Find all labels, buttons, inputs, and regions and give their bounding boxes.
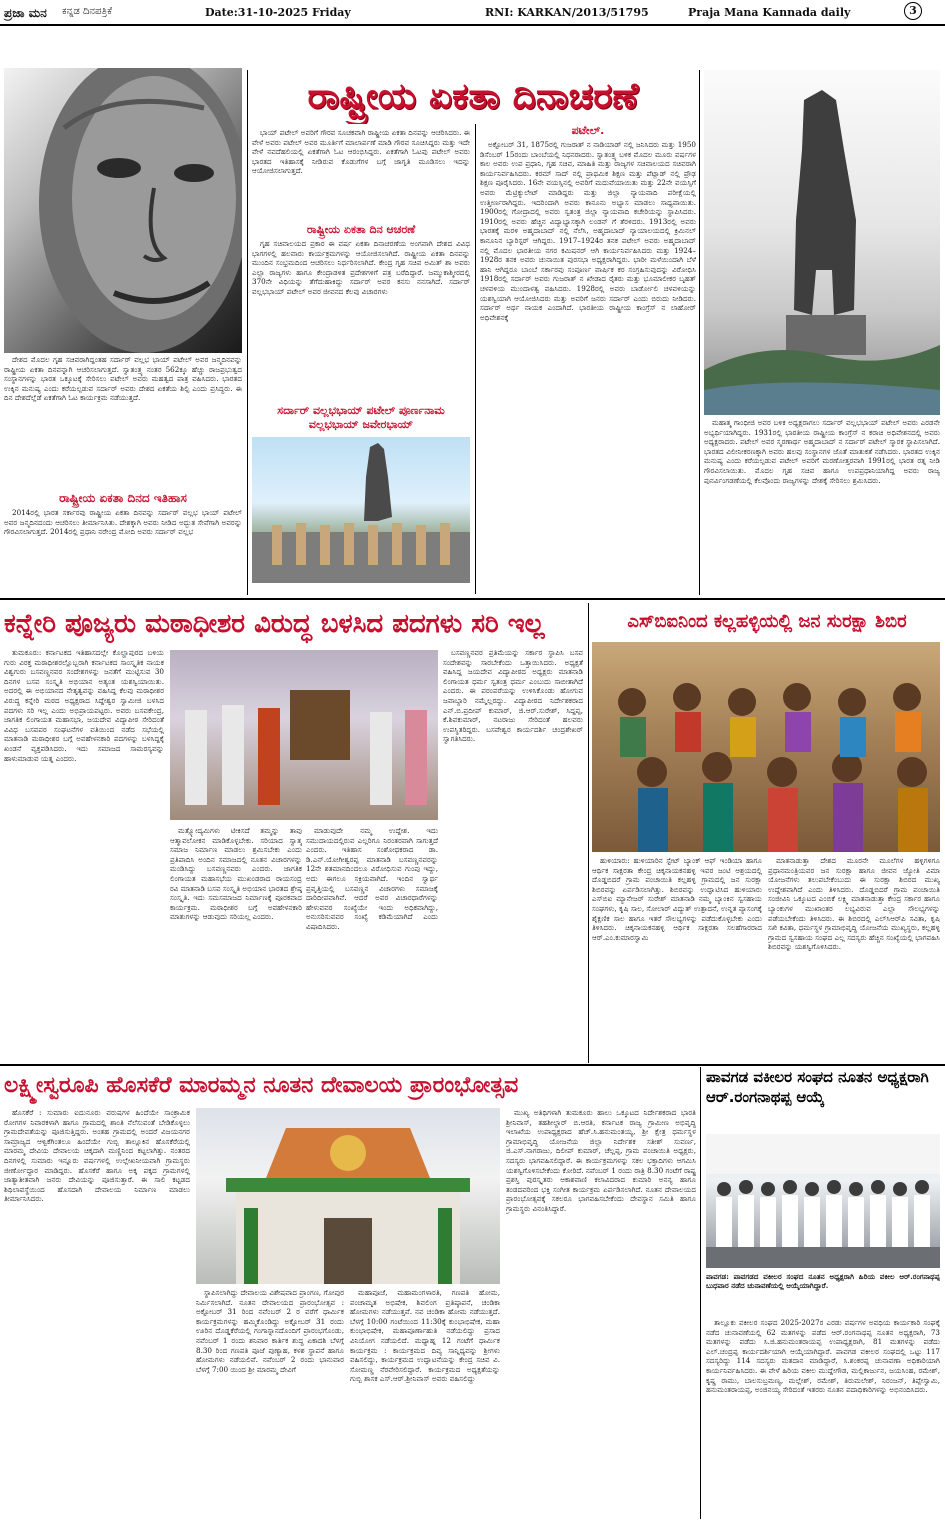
column-rule xyxy=(700,1067,701,1519)
unity-sub-paragraph-1: ಗೃಹ ಸಚಿವಾಲಯದ ಪ್ರಕಾರ ಈ ವರ್ಷ ಏಕತಾ ದಿನಾಚರಣೆಯ ಅಂಗವಾಗಿ ದೇಶದ ವಿವಿಧ ಭಾಗಗಳಲ್ಲಿ ಹಲವಾರು ಕಾರ್ಯಕ್ರಮಗಳನ್ನು ಆಯೋಜಿಸಲಾಗಿದೆ. ರಾಷ್ಟ್ರೀಯ ಏಕತಾ ದಿನವನ್ನು ಮುಂದಿನ ಸಂಭ್ರಮದಿಂದ ಆಚರಿಸಲು ನಿರ್ಧರಿಸಲಾಗಿದೆ. ಕೇಂದ್ರ ಗೃಹ ಸಚಿವ ಅಮಿತ್ ಶಾ ಅವರು ಎಲ್ಲಾ ರಾಜ್ಯಗಳು ಹಾಗೂ ಕೇಂದ್ರಾಡಳಿತ ಪ್ರದೇಶಗಳಿಗೆ ಪತ್ರ ಬರೆದಿದ್ದಾರೆ. ಜಮ್ಮುಕಾಶ್ಮೀರದಲ್ಲಿ 370ನೇ ವಿಧಿಯನ್ನು ತೆಗೆದುಹಾಕಿದ್ದು ಸರ್ದಾರ್ ಅವರ ಕನಸು ನನಸಾಗಿದೆ. ಸರ್ದಾರ್ ವಲ್ಲಭಭಾಯ್ ಪಟೇಲ್ ಅವರ ಜೀವನದ ಕೆಲವು ವಿಚಾರಗಳು xyxy=(252,239,470,296)
sbi-paragraph-1: ಹುಳಿಯಾರು: ಹುಳಿಯಾರಿನ ಸ್ಟೇಟ್ ಬ್ಯಾಂಕ್ ಆಫ್ ಇಂಡಿಯಾ ಹಾಗೂ ಆರ್ಥಿಕ ಸಾಕ್ಷರತಾ ಕೇಂದ್ರ ಚಿಕ್ಕನಾಯಕನಹಳ್ಳಿ ಇವರ ಜಂಟಿ ಆಶ್ರಯದಲ್ಲಿ ದೊಡ್ಡಬಿದರೆ ಗ್ರಾಮ ಪಂಚಾಯಿತಿ ಕಲ್ಲಹಳ್ಳಿ ಗ್ರಾಮದಲ್ಲಿ ಜನ ಸುರಕ್ಷಾ ಶಿಬಿರವನ್ನು ಏರ್ಪಡಿಸಲಾಗಿತ್ತು. ಶಿಬಿರವನ್ನು ಉದ್ಘಾಟಿಸಿದ ಹುಳಿಯಾರು ಎಸ್‌ಬಿಐ ಮ್ಯಾನೇಜರ್ ಸುರೇಶ್ ಮಾತನಾಡಿ ನಮ್ಮ ಬ್ಯಾಂಕಿನ ಸ್ವಸಹಾಯ ಸಂಘಗಳು, ಕೃಷಿ ಸಾಲ, ಸೋಲಾರ್ ವಿದ್ಯುತ್ ಉತ್ಪಾದನೆ, ಉನ್ನತ ವ್ಯಾಸಂಗಕ್ಕೆ ಶೈಕ್ಷಣಿಕ ಸಾಲ ಹಾಗೂ ಇತರೆ ಸೌಲಭ್ಯಗಳನ್ನು ಪಡೆದುಕೊಳ್ಳಬೇಕು ಎಂದು ತಿಳಿಸಿದರು. ಚಿಕ್ಕನಾಯಕನಹಳ್ಳಿ ಆರ್ಥಿಕ ಸಾಕ್ಷರತಾ ಸಲಹೆಗಾರರಾದ ಆರ್.ಎಂ.ಕುಮಾರಸ್ವಾಮಿ xyxy=(592,856,762,942)
kanneri-event-photo xyxy=(170,650,438,820)
masthead-date: Date:31-10-2025 Friday xyxy=(205,6,351,19)
unity-history-text xyxy=(4,508,242,596)
masthead-name: Praja Mana Kannada daily xyxy=(688,6,851,19)
unity-history-heading: ರಾಷ್ಟ್ರೀಯ ಏಕತಾ ದಿನದ ಇತಿಹಾಸ xyxy=(59,491,187,505)
statue-of-unity-photo xyxy=(704,70,940,415)
masthead-logo: ಪ್ರಜಾ ಮನ xyxy=(4,6,47,20)
unity-mid-text xyxy=(252,128,470,222)
kanneri-col-1 xyxy=(4,648,164,1060)
parade-graphic xyxy=(252,437,470,583)
unity-sub-text-1 xyxy=(252,239,470,401)
temple-graphic xyxy=(196,1108,500,1284)
temple-col-2 xyxy=(196,1288,344,1518)
unity-far-right-paragraph: ಮಹಾತ್ಮ ಗಾಂಧೀಜಿ ಅವರ ಬಳಿಕ ಅಧ್ಯಕ್ಷರಾಗಲು ಸರ್ದಾರ್ ವಲ್ಲಭಭಾಯ್ ಪಟೇಲ್ ಅವರು ಎರಡನೇ ಅಭ್ಯರ್ಥಿಯಾಗಿದ್ದರು. 1931ರಲ್ಲಿ ಭಾರತೀಯ ರಾಷ್ಟ್ರೀಯ ಕಾಂಗ್ರೆಸ್ ನ ಕರಾಚಿ ಅಧಿವೇಶನದಲ್ಲಿ ಅವರು ಅಧ್ಯಕ್ಷರಾದರು. ಪಟೇಲ್ ಅವರ ಸ್ಮರಣಾರ್ಥ ಅಹ್ಮದಾಬಾದ್ ನ ಸರ್ದಾರ್ ಪಟೇಲ್ ಸ್ಮಾರಕ ಸ್ಥಾಪಿಸಲಾಗಿದೆ. ಭಾರತದ ವಿಲೀನೀಕರಣಕ್ಕಾಗಿ ಅವರು ಹಲವು ಸಂಸ್ಥಾನಗಳ ಜೊತೆ ಮಾತುಕತೆ ನಡೆಸಿದರು. ಭಾರತದ ಉಕ್ಕಿನ ಮನುಷ್ಯ ಎಂದು ಕರೆಯಲ್ಪಡುವ ಪಟೇಲ್ ಅವರಿಗೆ ಮರಣೋತ್ತರವಾಗಿ 1991ರಲ್ಲಿ ಭಾರತ ರತ್ನ ನೀಡಿ ಗೌರವಿಸಲಾಯಿತು. ಮೊದಲ ಗೃಹ ಸಚಿವ ಹಾಗೂ ಉಪಪ್ರಧಾನಿಯಾಗಿದ್ದ ಅವರು ರಾಜ್ಯ ಪುನರ್ವಿಂಗಡಣೆಯಲ್ಲಿ ಕೆಲವೊಂದು ರಾಜ್ಯಗಳನ್ನು ದೇಶಕ್ಕೆ ಸೇರಿಸಲು ಶ್ರಮಿಸಿದರು. xyxy=(704,418,940,485)
temple-col-1 xyxy=(4,1108,190,1518)
temple-headline: ಲಕ್ಷ್ಮೀಸ್ವರೂಪಿ ಹೊಸಕೆರೆ ಮಾರಮ್ಮನ ನೂತನ ದೇವಾಲಯ ಪ್ರಾರಂಭೋತ್ಸವ xyxy=(4,1073,519,1098)
unity-far-right-text xyxy=(704,418,940,591)
unity-right-text xyxy=(480,140,696,590)
page-number-circle-icon: 3 xyxy=(904,2,922,20)
kanneri-paragraph-2: ಮತ್ಸ್ಯೋದ್ಯಮಿಗಳು ಟೀಕಿಸದೆ ತಮ್ಮನ್ನು ತಾವು ಆತ್ಮಾವಲೋಕನ ಮಾಡಿಕೊಳ್ಳಬೇಕು. ಸರಿಯಾದ ಸ್ವಾತ್ಮ ಸಮಾಜ ನಿರ್ಮಾಣ ಮಾಡಲು ಶ್ರಮಿಸಬೇಕು ಎಂದು ಪ್ರತಿಪಾದಿಸಿ ಅಂದಿನ ಸಮಾಜದಲ್ಲಿ ನೂತನ ವಿಚಾರಗಳನ್ನು ಮಂಡಿಸಿದ್ದು ಬಸವಣ್ಣನವರು ಎಂದರು. ಜಾಗತಿಕ ಲಿಂಗಾಯತ ಮಹಾಸಭೆಯ ಮುಖಂಡರಾದ ರಾಯಸಂದ್ರ ರವಿ ಮಾತನಾಡಿ ಬಸವ ಸಂಸ್ಕೃತಿ ಅಭಿಯಾನ ಭಾರತದ ಶ್ರೇಷ್ಠ ಸಂಸ್ಕೃತಿ. ಇದು ಸಮಸಮಾಜದ ನಿರ್ಮಾಣಕ್ಕೆ ಪೂರಕವಾದ ಕಾರ್ಯಕ್ರಮ. ಮಠಾಧೀಶರ ಬಗ್ಗೆ ಅವಹೇಳನಕಾರಿ ಮಾತುಗಳನ್ನು ಆಡುವುದು ಸರಿಯಲ್ಲ ಎಂದರು. xyxy=(170,826,302,922)
masthead xyxy=(0,0,945,26)
pavagada-caption: ಪಾವಗಡ: ಪಾವಗಡದ ವಕೀಲರ ಸಂಘದ ನೂತನ ಅಧ್ಯಕ್ಷರಾಗಿ ಹಿರಿಯ ವಕೀಲ ಆರ್.ರಂಗನಾಥಪ್ಪ ಬುಧವಾರ ನಡೆದ ಚುನಾವಣೆಯಲ್ಲಿ ಆಯ್ಕೆಯಾಗಿದ್ದಾರೆ. xyxy=(706,1272,940,1291)
kanneri-col-3 xyxy=(306,826,438,1060)
column-rule xyxy=(475,124,476,594)
pavagada-group-photo xyxy=(706,1134,940,1268)
temple-paragraph-2: ಸ್ಥಾಪಿಸಲಾಗಿದ್ದು ದೇವಾಲಯ ವಿಶೇಷವಾದ ಪ್ರಾಂಗಣ, ಗೋಪುರ ನಿರ್ಮಿಸಲಾಗಿದೆ. ನೂತನ ದೇವಾಲಯದ ಪ್ರಾರಂಭೋತ್ಸವ : ಅಕ್ಟೋಬರ್ 31 ರಿಂದ ನವೆಂಬರ್ 2 ರ ವರೆಗೆ ಧಾರ್ಮಿಕ ಕಾರ್ಯಕ್ರಮಗಳನ್ನು ಹಮ್ಮಿಕೊಂಡಿದ್ದು ಅಕ್ಟೋಬರ್ 31 ರಂದು ಊರಿನ ದೊಡ್ಡಕೆರೆಯಲ್ಲಿ ಗಂಗಾಸ್ನಾನದೊಂದಿಗೆ ಪ್ರಾರಂಭಗೊಂಡು, ನವೆಂಬರ್ 1 ರಂದು ಶನಿವಾರ ಕಾರ್ತಿಕ ಶುದ್ಧ ಏಕಾದಶಿ ಬೆಳಗ್ಗೆ 8.30 ರಿಂದ ಗಣಪತಿ ಪೂಜೆ ಪುಣ್ಯಾಹ, ಕಳಶ ಸ್ಥಾಪನೆ ಹಾಗೂ ಹೋಮಗಳು ನಡೆಯಲಿವೆ. ನವೆಂಬರ್ 2 ರಂದು ಭಾನುವಾರ ಬೆಳಗ್ಗೆ 7:00 ಯಿಂದ ಶ್ರೀ ಮಾರಮ್ಮ ದೇವಿಗೆ xyxy=(196,1288,344,1374)
kanneri-col-4 xyxy=(443,648,583,1060)
sbi-paragraph-2: ಮಾತನಾಡುತ್ತಾ ದೇಶದ ಮೂರನೇ ಮೂಲೆಗಳ ಹಳ್ಳಿಗಳಿಗೂ ಪ್ರಧಾನಮಂತ್ರಿಯವರ ಜನ ಸುರಕ್ಷಾ ಹಾಗೂ ಜೀವನ ಜ್ಯೋತಿ ವಿಮಾ ಯೋಜನೆಗಳು ತಲುಪಬೇಕೆಂಬುದು ಈ ಸುರಕ್ಷಾ ಶಿಬಿರದ ಮುಖ್ಯ ಉದ್ದೇಶವಾಗಿದೆ ಎಂದು ತಿಳಿಸಿದರು. ದೊಡ್ಡಬಿದರೆ ಗ್ರಾಮ ಪಂಚಾಯಿತಿ ಸಂಜೀವಿನಿ ಒಕ್ಕೂಟದ ಎಂಬಿಕೆ ಲಕ್ಷ್ಮಿ ಮಾತನಾಡುತ್ತಾ ಕೇಂದ್ರ ಸರ್ಕಾರ ಹಾಗೂ ಬ್ಯಾಂಕುಗಳ ಮುಖಾಂತರ ಲಭ್ಯವಿರುವ ಎಲ್ಲಾ ಸೌಲಭ್ಯಗಳನ್ನು ಪಡೆಯಬೇಕೆಂದು ತಿಳಿಸಿದರು. ಈ ಶಿಬಿರದಲ್ಲಿ ಎಲ್‌ಸಿಆರ್‌ಪಿ ಸವಿತಾ, ಕೃಷಿ ಸಖಿ ಕವಿತಾ, ಧರ್ಮಸ್ಥಳ ಗ್ರಾಮಾಭಿವೃದ್ಧಿ ಯೋಜನೆಯ ಮುಖ್ಯಸ್ಥರು, ಕಲ್ಲಹಳ್ಳಿ ಗ್ರಾಮದ ಸ್ವಸಹಾಯ ಸಂಘದ ಎಲ್ಲ ಸದಸ್ಯರು ಹೆಚ್ಚಿನ ಸಂಖ್ಯೆಯಲ್ಲಿ ಭಾಗವಹಿಸಿ ಶಿಬಿರವನ್ನು ಯಶಸ್ವಿಗೊಳಿಸಿದರು. xyxy=(768,856,940,952)
unity-subheading-2: ಸರ್ದಾರ್ ವಲ್ಲಭಭಾಯ್ ಪಟೇಲ್ ಪೂರ್ಣನಾಮ ವಲ್ಲಭಭಾಯ್ ಜವೇರಭಾಯ್ xyxy=(277,404,445,431)
temple-paragraph-3: ಮಹಾಪೂಜೆ, ಮಹಾಮಂಗಳಾರತಿ, ಗಣಪತಿ ಹೋಮ, ಪಂಚಾಮೃತ ಅಭಿಷೇಕ, ಶಿವಲಿಂಗ ಪ್ರತಿಷ್ಠಾಪನೆ, ಚಂಡಿಕಾ ಹೋಮಗಳು ನಡೆಯುತ್ತವೆ. ನವ ಚಂಡಿಕಾ ಹೋಮ ನಡೆಯುತ್ತದೆ. ಬೆಳಗ್ಗೆ 10:00 ಗಂಟೆಯಿಂದ 11:30ಕ್ಕೆ ಕುಂಭಾಭಿಷೇಕ, ಮಹಾ ಕುಂಭಾಭಿಷೇಕ, ಮಹಾಪೂರ್ಣಾಹುತಿ ನಡೆಯಲಿದ್ದು ಪ್ರಸಾದ ವಿನಿಯೋಗ ನಡೆಯಲಿದೆ. ಮಧ್ಯಾಹ್ನ 12 ಗಂಟೆಗೆ ಧಾರ್ಮಿಕ ಕಾರ್ಯಕ್ರಮ : ಕಾರ್ಯಕ್ರಮದ ದಿವ್ಯ ಸಾನ್ನಿಧ್ಯವನ್ನು ಶ್ರೀಗಳು ವಹಿಸಲಿದ್ದು, ಕಾರ್ಯಕ್ರಮದ ಉದ್ಘಾಟನೆಯನ್ನು ಕೇಂದ್ರ ಸಚಿವ ವಿ. ಸೋಮಣ್ಣ ನೆರವೇರಿಸಲಿದ್ದಾರೆ. ಕಾರ್ಯಕ್ರಮದ ಅಧ್ಯಕ್ಷತೆಯನ್ನು ಗುಬ್ಬಿ ಶಾಸಕ ಎಸ್.ಆರ್.ಶ್ರೀನಿವಾಸ್ ಅವರು ವಹಿಸಲಿದ್ದು xyxy=(350,1288,500,1384)
column-rule xyxy=(247,70,248,595)
unity-right-heading: ಪಟೇಲ್. xyxy=(571,124,605,137)
statue-graphic xyxy=(704,70,940,415)
pavagada-headline: ಪಾವಗಡ ವಕೀಲರ ಸಂಘದ ನೂತನ ಅಧ್ಯಕ್ಷರಾಗಿ ಆರ್.ರಂಗನಾಥಪ್ಪ ಆಯ್ಕೆ xyxy=(706,1068,929,1106)
column-rule xyxy=(699,70,700,595)
pavagada-group-graphic xyxy=(706,1134,940,1268)
unity-headline: ರಾಷ್ಟ್ರೀಯ ಏಕತಾ ದಿನಾಚರಣೆ xyxy=(307,76,639,117)
unity-left-text xyxy=(4,355,242,488)
sbi-col-1 xyxy=(592,856,762,1061)
kanneri-paragraph-4: ಬಸವಣ್ಣನವರ ಪ್ರತಿಮೆಯನ್ನು ಸರ್ಕಾರ ಸ್ಥಾಪಿಸಿ ಬಸವ ಸಂದೇಶವನ್ನು ಸಾರಬೇಕೆಂದು ಒತ್ತಾಯಿಸಿದರು. ಅಧ್ಯಕ್ಷತೆ ವಹಿಸಿದ್ದ ಜಯದೇವ ವಿದ್ಯಾಪೀಠದ ಅಧ್ಯಕ್ಷರು ಮಾತನಾಡಿ ಲಿಂಗಾಯತ ಧರ್ಮ ಸ್ವತಂತ್ರ ಧರ್ಮ ಎಂಬುದು ಸಾಬೀತಾಗಿದೆ ಎಂದರು. ಈ ಪರಂಪರೆಯನ್ನು ಉಳಿಸಿಕೊಂಡು ಹೋಗುವ ಜವಾಬ್ದಾರಿ ನಮ್ಮೆಲ್ಲರದ್ದು. ವಿದ್ಯಾಪೀಠದ ನಿರ್ದೇಶಕರಾದ ಎನ್.ಬಿ.ಪ್ರದೀಪ್ ಕುಮಾರ್, ಜಿ.ಆರ್.ಸುರೇಶ್, ಸಿದ್ದಪ್ಪ, ಕೆ.ಶಿವಕುಮಾರ್, ನಟರಾಜು ಸೇರಿದಂತೆ ಹಲವರು ಉಪಸ್ಥಿತರಿದ್ದರು. ಬಸವೇಶ್ವರ ಕಾರ್ಯದರ್ಶಿ ಚಂದ್ರಶೇಖರ್ ಸ್ವಾಗತಿಸಿದರು. xyxy=(443,648,583,744)
section-divider xyxy=(0,598,945,600)
patel-portrait-photo xyxy=(4,68,242,353)
temple-paragraph-4: ಮುಖ್ಯ ಅತಿಥಿಗಳಾಗಿ ತುಮಕೂರು ಹಾಲು ಒಕ್ಕೂಟದ ನಿರ್ದೇಶಕರಾದ ಭಾರತಿ ಶ್ರೀನಿವಾಸ್, ತಹಶೀಲ್ದಾರ್ ಬಿ.ಆರತಿ, ಕರ್ನಾಟಕ ರಾಜ್ಯ ಗ್ರಾಮೀಣ ಅಭಿವೃದ್ಧಿ ಇಲಾಖೆಯ ಉಪಾಧ್ಯಕ್ಷರಾದ ಹೆಚ್.ಸಿ.ಹನುಮಂತಯ್ಯ, ಶ್ರೀ ಕ್ಷೇತ್ರ ಧರ್ಮಸ್ಥಳ ಗ್ರಾಮಾಭಿವೃದ್ಧಿ ಯೋಜನೆಯ ಜಿಲ್ಲಾ ನಿರ್ದೇಶಕ ಸತೀಶ್ ಸುವರ್ಣ, ಜಿ.ಎಸ್.ನಾಗರಾಜು, ದಿಲೀಪ್ ಕುಮಾರ್, ಚೆಲ್ಲಪ್ಪ, ಗ್ರಾಮ ಪಂಚಾಯಿತಿ ಅಧ್ಯಕ್ಷರು, ಸದಸ್ಯರು ಭಾಗವಹಿಸಲಿದ್ದಾರೆ. ಈ ಕಾರ್ಯಕ್ರಮಗಳನ್ನು ಸಕಲ ಭಕ್ತಾದಿಗಳು ಆಗಮಿಸಿ ಯಶಸ್ವಿಗೊಳಿಸಬೇಕೆಂದು ಕೋರಿದೆ. ನವೆಂಬರ್ 1 ರಂದು ರಾತ್ರಿ 8.30 ಗಂಟೆಗೆ ರಾಷ್ಟ್ರ ಪ್ರಶಸ್ತಿ ಪುರಸ್ಕೃತರು ಆಕಾಶವಾಣಿ ಕಲಾವಿದರಾದ ಕುಮಾರಿ ಅನನ್ಯ ಹಾಗೂ ತಂಡದವರಿಂದ ಭಕ್ತಿ ಸಂಗೀತ ಕಾರ್ಯಕ್ರಮ ಏರ್ಪಡಿಸಲಾಗಿದೆ. ನೂತನ ದೇವಾಲಯದ ಪ್ರಾರಂಭೋತ್ಸವಕ್ಕೆ ಸಕಲರೂ ಭಾಗವಹಿಸಬೇಕೆಂದು ದೇವಸ್ಥಾನ ಸಮಿತಿ ಹಾಗೂ ಗ್ರಾಮಸ್ಥರು ವಿನಂತಿಸಿದ್ದಾರೆ. xyxy=(506,1108,696,1213)
kanneri-paragraph-1: ತುಮಕೂರು: ಕರ್ನಾಟಕದ ಇತಿಹಾಸದಲ್ಲೇ ಕೊಲ್ಹಾಪುರದ ಬಳಿಯ ಗುರು ವಿರಕ್ತ ಮಠಾಧೀಶರಲ್ಲೊಬ್ಬರಾಗಿ ಕರ್ನಾಟಕದ ಸಾಂಸ್ಕೃತಿಕ ನಾಯಕ ವಿಶ್ವಗುರು ಬಸವಣ್ಣನವರ ಸಂದೇಶಗಳನ್ನು ಜನತೆಗೆ ಮುಟ್ಟಿಸುವ 30 ದಿನಗಳ ಬಸವ ಸಂಸ್ಕೃತಿ ಅಭಿಯಾನ ಅತ್ಯಂತ ಯಶಸ್ವಿಯಾಯಿತು. ಅದರಲ್ಲಿ ಈ ಅಭಿಯಾನದ ನೇತೃತ್ವವನ್ನು ವಹಿಸಿದ್ದ ಕೆಲವು ಮಠಾಧೀಶರ ವಿರುದ್ಧ ಕನ್ನೇರಿ ಮಠದ ಅಧ್ಯಕ್ಷರಾದ ಸಿದ್ದೇಶ್ವರ ಸ್ವಾಮೀಜಿ ಬಳಸಿದ ಪದಗಳು ಸರಿ ಇಲ್ಲ ಎಂದು ಅಭಿಪ್ರಾಯಪಟ್ಟರು. ಅವರು ಬಸವಕೇಂದ್ರ, ಜಾಗತಿಕ ಲಿಂಗಾಯತ ಮಹಾಸಭಾ, ಜಯದೇವ ವಿದ್ಯಾಪೀಠ ಸೇರಿದಂತೆ ವಿವಿಧ ಬಸವಪರ ಸಂಘಟನೆಗಳ ವತಿಯಿಂದ ನಡೆದ ಸಭೆಯಲ್ಲಿ ಮಾತನಾಡಿ ಮಠಾಧೀಶರ ಬಗ್ಗೆ ಅವಹೇಳನಕಾರಿ ಪದಗಳನ್ನು ಬಳಸಿದ್ದಕ್ಕೆ ಖಂಡನೆ ವ್ಯಕ್ತಪಡಿಸಿದರು. ಇದು ಸಮಾಜದ ಸಾಮರಸ್ಯವನ್ನು ಹಾಳುಮಾಡುವ ಯತ್ನ ಎಂದರು. xyxy=(4,648,164,763)
temple-col-4 xyxy=(506,1108,696,1518)
unity-right-paragraph: ಅಕ್ಟೋಬರ್ 31, 1875ರಲ್ಲಿ ಗುಜರಾತ್ ನ ನಾಡಿಯಾಡ್ ನಲ್ಲಿ ಜನಿಸಿದರು ಮತ್ತು 1950 ಡಿಸೆಂಬರ್ 15ರಂದು ಬಾಂಬೆಯಲ್ಲಿ ನಿಧನರಾದರು. ಸ್ವಾತಂತ್ರ್ಯ ಬಳಿಕ ಮೊದಲ ಮೂರು ವರ್ಷಗಳ ಕಾಲ ಅವರು ಉಪ ಪ್ರಧಾನಿ, ಗೃಹ ಸಚಿವ, ಮಾಹಿತಿ ಮತ್ತು ರಾಜ್ಯಗಳ ಸಚಿವಾಲಯದ ಸಚಿವರಾಗಿ ಕಾರ್ಯನಿರ್ವಹಿಸಿದರು. ಕರಮ್ ಸಾದ್ ನಲ್ಲಿ ಪ್ರಾಥಮಿಕ ಶಿಕ್ಷಣ ಮತ್ತು ಪೆಟ್ಲಾಡ್ ನಲ್ಲಿ ಪ್ರೌಢ ಶಿಕ್ಷಣ ಪೂರೈಸಿದರು. 16ನೇ ವಯಸ್ಸಿನಲ್ಲಿ ಅವರಿಗೆ ಮದುವೆಯಾಯಿತು ಮತ್ತು 22ನೇ ವಯಸ್ಸಿಗೆ ಅವರು ಮೆಟ್ರಿಕ್ಯುಲೇಟ್ ಮಾಡಿದ್ದರು ಮತ್ತು ಜಿಲ್ಲಾ ನ್ಯಾಯವಾದಿ ಪರೀಕ್ಷೆಯಲ್ಲಿ ಉತ್ತೀರ್ಣರಾಗಿದ್ದರು. ಇದರಿಂದಾಗಿ ಅವರು ಕಾನೂನು ಅಭ್ಯಾಸ ಮಾಡಲು ಸಾಧ್ಯವಾಯಿತು. 1900ರಲ್ಲಿ ಗೋದ್ರಾದಲ್ಲಿ ಅವರು ಸ್ವತಂತ್ರ ಜಿಲ್ಲಾ ನ್ಯಾಯವಾದಿ ಕಚೇರಿಯನ್ನು ಸ್ಥಾಪಿಸಿದರು. 1910ರಲ್ಲಿ ಅವರು ಹೆಚ್ಚಿನ ವಿದ್ಯಾಭ್ಯಾಸಕ್ಕಾಗಿ ಲಂಡನ್ ಗೆ ತೆರಳಿದರು. 1913ರಲ್ಲಿ ಅವರು ಭಾರತಕ್ಕೆ ಮರಳಿ ಅಹ್ಮದಾಬಾದ್ ನಲ್ಲಿ ನೆಲೆಸಿ, ಅಹ್ಮದಾಬಾದ್ ನ್ಯಾಯಾಲಯದಲ್ಲಿ ಕ್ರಿಮಿನಲ್ ಕಾನೂನಿನ ಬ್ಯಾರಿಸ್ಟರ್ ಆಗಿದ್ದರು. 1917–1924ರ ತನಕ ಪಟೇಲ್ ಅವರು ಅಹ್ಮದಾಬಾದ್ ನಲ್ಲಿ ಮೊದಲ ಭಾರತೀಯ ನಗರ ಕಮಿಷನರ್ ಆಗಿ ಕಾರ್ಯನಿರ್ವಹಿಸಿದರು ಮತ್ತು 1924–1928ರ ತನಕ ಅವರು ಚುನಾಯಿತ ಪುರಸಭಾ ಅಧ್ಯಕ್ಷರಾಗಿದ್ದರು. ಭಾರೀ ಮಳೆಯಿಂದಾಗಿ ಬೆಳೆ ಹಾನಿ ಆಗಿದ್ದರೂ ಬಾಂಬೆ ಸರ್ಕಾರವು ಸಂಪೂರ್ಣ ವಾರ್ಷಿಕ ಕರ ಸಂಗ್ರಹಿಸುವುದನ್ನು ವಿರೋಧಿಸಿ 1918ರಲ್ಲಿ ಸರ್ದಾರ್ ಅವರು ಗುಜರಾತ್ ನ ಖೇಡಾದ ರೈತರು ಮತ್ತು ಭೂಮಾಲೀಕರ ಬೃಹತ್ ಚಳವಳಿಯ ಮುಂದಾಳತ್ವ ವಹಿಸಿದರು. 1928ರಲ್ಲಿ ಅವರು ಬಾರ್ಡೋಲಿ ಚಳವಳಿಯನ್ನು ಯಶಸ್ವಿಯಾಗಿ ಆಯೋಜಿಸಿದರು ಮತ್ತು ಅವರಿಗೆ ಜನರು ಸರ್ದಾರ್ ಎಂದು ಬಿರುದು ನೀಡಿದರು. ಸರ್ದಾರ್ ಅರ್ಥ ನಾಯಕ ಎಂದಾಗಿದೆ. ಭಾರತೀಯ ರಾಷ್ಟ್ರೀಯ ಕಾಂಗ್ರೆಸ್ ನ ಲಾಹೋರ್ ಅಧಿವೇಶನಕ್ಕೆ xyxy=(480,140,696,322)
kanneri-headline: ಕನ್ನೇರಿ ಪೂಜ್ಯರು ಮಠಾಧೀಶರ ವಿರುದ್ಧ ಬಳಸಿದ ಪದಗಳು ಸರಿ ಇಲ್ಲ xyxy=(4,609,545,639)
section-divider xyxy=(0,1064,945,1066)
kanneri-event-graphic xyxy=(170,650,438,820)
temple-paragraph-1: ಹೊಸಕೆರೆ : ಸುಮಾರು ಐದುನೂರು ವರುಷಗಳ ಹಿಂದೆಯೇ ಸಾಂಕ್ರಾಮಿಕ ರೋಗಗಳ ನಿವಾರಕಳಾಗಿ ಹಾಗೂ ಗ್ರಾಮದಲ್ಲಿ ಶಾಂತಿ ನೆಲೆಸುವಂತೆ ಬೇಡಿಕೊಳ್ಳಲು ಗ್ರಾಮದೇವತೆಯನ್ನು ಪೂಜಿಸುತ್ತಿದ್ದರು. ಅಂತಹ ಗ್ರಾಮದಲ್ಲಿ ಅಂದರೆ ವಿಜಯನಗರ ಸಾಮ್ರಾಜ್ಯದ ಆಳ್ವಿಕೆಗಿಂತಲೂ ಹಿಂದೆಯೇ ಗುಬ್ಬಿ ತಾಲ್ಲೂಕಿನ ಹೊಸಕೆರೆಯಲ್ಲಿ ಮಾರಮ್ಮ ದೇವಿಯ ದೇವಾಲಯ ಚಿಕ್ಕದಾಗಿ ಮಣ್ಣಿನಿಂದ ಕಟ್ಟಲಾಗಿತ್ತು. ನಂತರದ ದಿನಗಳಲ್ಲಿ ಸುಮಾರು ಇನ್ನೂರು ವರ್ಷಗಳಲ್ಲಿ ಉಲ್ಲೇಖನೀಯವಾಗಿ ಗ್ರಾಮಸ್ಥರು ಜೀರ್ಣೋದ್ಧಾರ ಮಾಡಿದ್ದರು. ಹೊಸಕೆರೆ ಹಾಗೂ ಅಕ್ಕ ಪಕ್ಕದ ಗ್ರಾಮಗಳಲ್ಲಿ ಜಾತ್ಯಾತೀತವಾಗಿ ಜನರು ದೇವಿಯನ್ನು ಪೂಜಿಸುತ್ತಾರೆ. ಈ ಸಾಲಿ ಕಟ್ಟಡದ ಶಿಥಿಲಾವಸ್ಥೆಯಿಂದ ಹೊಸದಾಗಿ ದೇವಾಲಯ ನಿರ್ಮಾಣ ಮಾಡಲು ತೀರ್ಮಾನಿಸಿದರು. xyxy=(4,1108,190,1204)
patel-portrait-graphic xyxy=(4,68,242,353)
sbi-camp-graphic xyxy=(592,642,940,852)
unity-subheading-1: ರಾಷ್ಟ್ರೀಯ ಏಕತಾ ದಿನ ಆಚರಣೆ xyxy=(306,223,416,236)
masthead-rni: RNI: KARKAN/2013/51795 xyxy=(485,6,649,19)
kanneri-paragraph-3: ಮಾಡುವುದೇ ನಮ್ಮ ಉದ್ದೇಶ. ಇದು ಸಮುದಾಯದಲ್ಲಿರುವ ಎಲ್ಲರಿಗೂ ನಿರಂತರವಾಗಿ ಸಾಗುತ್ತದೆ ಎಂದರು. ಇತಿಹಾಸ ಸಂಶೋಧಕರಾದ ಡಾ. ಡಿ.ಎನ್.ಯೋಗೀಶ್ವರಪ್ಪ ಮಾತನಾಡಿ ಬಸವಣ್ಣನವರನ್ನು 12ನೇ ಶತಮಾನದಿಂದಲೂ ವಿರೋಧಿಸುವ ಗುಂಪು ಇದ್ದು, ಅದು ಈಗಲೂ ಸಕ್ರಿಯವಾಗಿದೆ. ಇಂದಿನ ಸ್ವಾರ್ಥ ಪ್ರವೃತ್ತಿಯಲ್ಲಿ ಬಸವಣ್ಣನ ವಿಚಾರಗಳು ಸಮಾಜಕ್ಕೆ ದಾರಿದೀಪವಾಗಿವೆ. ಆದರೆ ಅವರ ವಿಚಾರಧಾರೆಗಳನ್ನು ಹೇಳುವವರ ಸಂಖ್ಯೆಯೇ ಇಂದು ಅಧಿಕವಾಗಿದ್ದು, ಅನುಸರಿಸುವವರ ಸಂಖ್ಯೆ ಕಡಿಮೆಯಾಗಿದೆ ಎಂದು ವಿಷಾದಿಸಿದರು. xyxy=(306,826,438,931)
pavagada-text xyxy=(706,1318,940,1518)
sbi-headline: ಎಸ್‌ಬಿಐನಿಂದ ಕಲ್ಲಹಳ್ಳಿಯಲ್ಲಿ ಜನ ಸುರಕ್ಷಾ ಶಿಬಿರ xyxy=(627,611,907,632)
temple-col-3 xyxy=(350,1288,500,1518)
masthead-subtitle: ಕನ್ನಡ ದಿನಪತ್ರಿಕೆ xyxy=(62,6,113,17)
column-rule xyxy=(588,603,589,1063)
pavagada-paragraph: ತಾಲ್ಲೂಕು ವಕೀಲರ ಸಂಘದ 2025-2027ರ ಎರಡು ವರ್ಷಗಳ ಅವಧಿಯ ಕಾರ್ಯಕಾರಿ ಸಂಘಕ್ಕೆ ನಡೆದ ಚುನಾವಣೆಯಲ್ಲಿ 62 ಮತಗಳನ್ನು ಪಡೆದ ಆರ್.ರಂಗನಾಥಪ್ಪ ನೂತನ ಅಧ್ಯಕ್ಷರಾಗಿ, 73 ಮತಗಳನ್ನು ಪಡೆದು ಸಿ.ಜಿ.ಹನುಮಂತರಾಯಪ್ಪ ಉಪಾಧ್ಯಕ್ಷರಾಗಿ, 81 ಮತಗಳನ್ನು ಪಡೆದು ಎಲ್.ಚಂದ್ರಪ್ಪ ಕಾರ್ಯದರ್ಶಿಯಾಗಿ ಆಯ್ಕೆಯಾಗಿದ್ದಾರೆ. ಪಾವಗಡ ವಕೀಲರ ಸಂಘದಲ್ಲಿ ಒಟ್ಟು 117 ಸದಸ್ಯರಿದ್ದು 114 ಸದಸ್ಯರು ಮತದಾನ ಮಾಡಿದ್ದಾರೆ, ಸಿ.ಶಂಕರಪ್ಪ ಚುನಾವಣಾ ಅಧಿಕಾರಿಯಾಗಿ ಕಾರ್ಯನಿರ್ವಹಿಸಿದರು. ಈ ವೇಳೆ ಹಿರಿಯ ವಕೀಲ ಮುದ್ದೇಗೌಡ, ಮಲ್ಲಿಕಾರ್ಜುನ, ಜಯಸಿಂಹ, ರಮೇಶ್, ಕೃಷ್ಣ ರಾಮು, ಬಾಲಸುಬ್ರಮಣ್ಯ, ಮಲ್ಲೇಶ್, ರಮೇಶ್, ತಿರುಮಲೇಶ್, ನಿರಂಜನ್, ತಿಪ್ಪೇಸ್ವಾಮಿ, ಹನುಮಂತರಾಯಪ್ಪ, ಅಂಜಿನಯ್ಯ ಸೇರಿದಂತೆ ಇತರರು ನೂತನ ಪದಾಧಿಕಾರಿಗಳನ್ನು ಅಭಿನಂದಿಸಿದರು. xyxy=(706,1318,940,1395)
unity-history-paragraph: 2014ರಲ್ಲಿ ಭಾರತ ಸರ್ಕಾರವು ರಾಷ್ಟ್ರೀಯ ಏಕತಾ ದಿನವನ್ನು ಸರ್ದಾರ್ ವಲ್ಲಭ ಭಾಯ್ ಪಟೇಲ್ ಅವರ ಜನ್ಮದಿನದಂದು ಆಚರಿಸಲು ತೀರ್ಮಾನಿಸಿತು. ದೇಶಕ್ಕಾಗಿ ಅವರು ನೀಡಿದ ಅದ್ಭುತ ಸೇವೆಗಾಗಿ ಅವರನ್ನು ಗೌರವಿಸಲಾಗುತ್ತದೆ. 2014ರಲ್ಲಿ ಪ್ರಧಾನಿ ನರೇಂದ್ರ ಮೋದಿ ಅವರು ಸರ್ದಾರ್ ವಲ್ಲಭ xyxy=(4,508,242,537)
unity-parade-photo xyxy=(252,437,470,583)
sbi-col-2 xyxy=(768,856,940,1061)
kanneri-col-2 xyxy=(170,826,302,1060)
sbi-camp-photo xyxy=(592,642,940,852)
unity-left-paragraph: ದೇಶದ ಮೊದಲ ಗೃಹ ಸಚಿವರಾಗಿದ್ದಂತಹ ಸರ್ದಾರ್ ವಲ್ಲಭ ಭಾಯ್ ಪಟೇಲ್ ಅವರ ಜನ್ಮದಿನವನ್ನು ರಾಷ್ಟ್ರೀಯ ಏಕತಾ ದಿನವನ್ನಾಗಿ ಆಚರಿಸಲಾಗುತ್ತದೆ. ಸ್ವಾತಂತ್ರ್ಯ ನಂತರ 562ಕ್ಕೂ ಹೆಚ್ಚು ರಾಜಪ್ರಭುತ್ವದ ಸಂಸ್ಥಾನಗಳನ್ನು ಭಾರತ ಒಕ್ಕೂಟಕ್ಕೆ ಸೇರಿಸಲು ಪಟೇಲ್ ಅವರು ಮಹತ್ವದ ಪಾತ್ರ ವಹಿಸಿದರು. ಭಾರತದ ಉಕ್ಕಿನ ಮನುಷ್ಯ ಎಂದು ಕರೆಯಲ್ಪಡುವ ಸರ್ದಾರ್ ಅವರು ದೇಶದ ಏಕತೆಯ ಶಿಲ್ಪಿ ಎಂದು ಪ್ರಸಿದ್ಧರು. ಈ ದಿನ ದೇಶದೆಲ್ಲೆಡೆ ಏಕತೆಗಾಗಿ ಓಟ ಕಾರ್ಯಕ್ರಮ ನಡೆಯುತ್ತದೆ. xyxy=(4,355,242,403)
temple-photo xyxy=(196,1108,500,1284)
unity-mid-paragraph: ಭಾಯ್ ಪಟೇಲ್ ಅವರಿಗೆ ಗೌರವ ಸೂಚಕವಾಗಿ ರಾಷ್ಟ್ರೀಯ ಏಕತಾ ದಿನವನ್ನು ಆಚರಿಸಿದರು. ಈ ವೇಳೆ ಅವರು ಪಟೇಲ್ ಅವರ ಮೂರ್ತಿಗೆ ಮಾಲಾರ್ಪಣೆ ಮಾಡಿ ಗೌರವ ಸೂಚಿಸಿದ್ದರು ಮತ್ತು ಇದೇ ವೇಳೆ ನವದೆಹಲಿಯಲ್ಲಿ ಏಕತೆಗಾಗಿ ಓಟ ಆರಂಭಿಸಿದ್ದರು. ಏಕತೆಗಾಗಿ ಓಟವು ಪಟೇಲ್ ಅವರು ಭಾರತದ ಇತಿಹಾಸಕ್ಕೆ ನೀಡಿರುವ ಕೊಡುಗೆಗಳ ಬಗ್ಗೆ ಜಾಗೃತಿ ಮೂಡಿಸಲು ಇದನ್ನು ಆಯೋಜಿಸಲಾಗುತ್ತದೆ. xyxy=(252,128,470,176)
